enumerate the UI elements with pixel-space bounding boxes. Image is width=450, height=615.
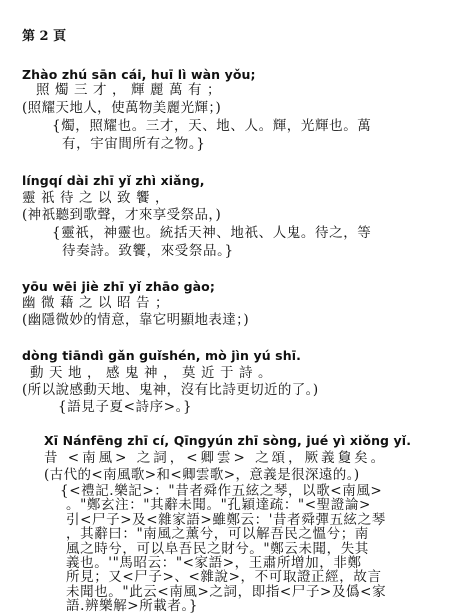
verse-text: 動天地，感鬼神，莫近于詩。 bbox=[30, 365, 277, 381]
translation-line: (照耀天地人，使萬物美麗光輝；) bbox=[22, 100, 222, 116]
translation-line: (所以說感動天地、鬼神，沒有比詩更切近的了。) bbox=[22, 382, 319, 398]
pinyin-line: língqí dài zhī yǐ zhì xiǎng, bbox=[22, 173, 205, 188]
note-line: 引<尸子>及<雜家語>雖鄭云：'昔者舜彈五絃之琴 bbox=[66, 511, 386, 528]
translation-line: (神祇聽到歌聲，才來享受祭品，) bbox=[22, 207, 222, 223]
note-line: 待奏詩。致饗，來受祭品。} bbox=[62, 243, 234, 259]
note-line: 所見；又<尸子>、<雜說>，不可取證正經，故言 bbox=[66, 569, 382, 586]
note-line: {<禮記.樂記>："昔者舜作五絃之琴，以歌<南風> bbox=[60, 483, 383, 499]
note-line: 有，宇宙間所有之物。} bbox=[62, 136, 206, 152]
verse-text: 靈祇待之以致饗， bbox=[22, 190, 174, 206]
note-line: {靈祇，神靈也。統括天神、地祇、人鬼。待之，等 bbox=[52, 225, 372, 241]
note-line: {燭，照耀也。三才，天、地、人。輝，光輝也。萬 bbox=[52, 118, 372, 134]
pinyin-line: yōu wēi jiè zhī yǐ zhāo gào; bbox=[22, 279, 215, 294]
pinyin-line: Xī Nánfēng zhī cí, Qīngyún zhī sòng, jué yì xiǒng yǐ. bbox=[44, 433, 412, 448]
note-line: 義也。'"馬昭云："<家語>，王肅所增加，非鄭 bbox=[66, 555, 362, 571]
verse-text: 幽微藉之以昭告； bbox=[22, 295, 174, 311]
note-line: 未聞也。"此云<南風>之詞，即指<尸子>及僞<家 bbox=[66, 583, 387, 600]
page-label: 第 2 頁 bbox=[22, 29, 67, 44]
note-line: 。"鄭玄注："其辭未聞。"孔穎達疏："<聖證論> bbox=[66, 497, 371, 514]
translation-line: (幽隱微妙的情意，靠它明顯地表達；) bbox=[22, 312, 249, 328]
note-line: ，其辭曰："南風之薰兮，可以解吾民之慍兮；南 bbox=[66, 526, 369, 543]
note-line: {語見子夏<詩序>。} bbox=[58, 399, 193, 415]
translation-line: (古代的<南風歌>和<卿雲歌>，意義是很深遠的。) bbox=[44, 467, 360, 483]
note-line: 風之時兮，可以阜吾民之財兮。"鄭云未聞，失其 bbox=[66, 540, 369, 557]
note-line: 語.辨樂解>所載者。} bbox=[66, 598, 199, 615]
verse-text: 照燭三才，輝麗萬有； bbox=[36, 82, 226, 98]
pinyin-line: Zhào zhú sān cái, huī lì wàn yǒu; bbox=[22, 67, 256, 82]
pinyin-line: dòng tiāndì gǎn guǐshén, mò jìn yú shī. bbox=[22, 348, 301, 363]
verse-text: 昔 <南風> 之詞，<卿雲> 之頌，厥義敻矣。 bbox=[44, 450, 388, 466]
